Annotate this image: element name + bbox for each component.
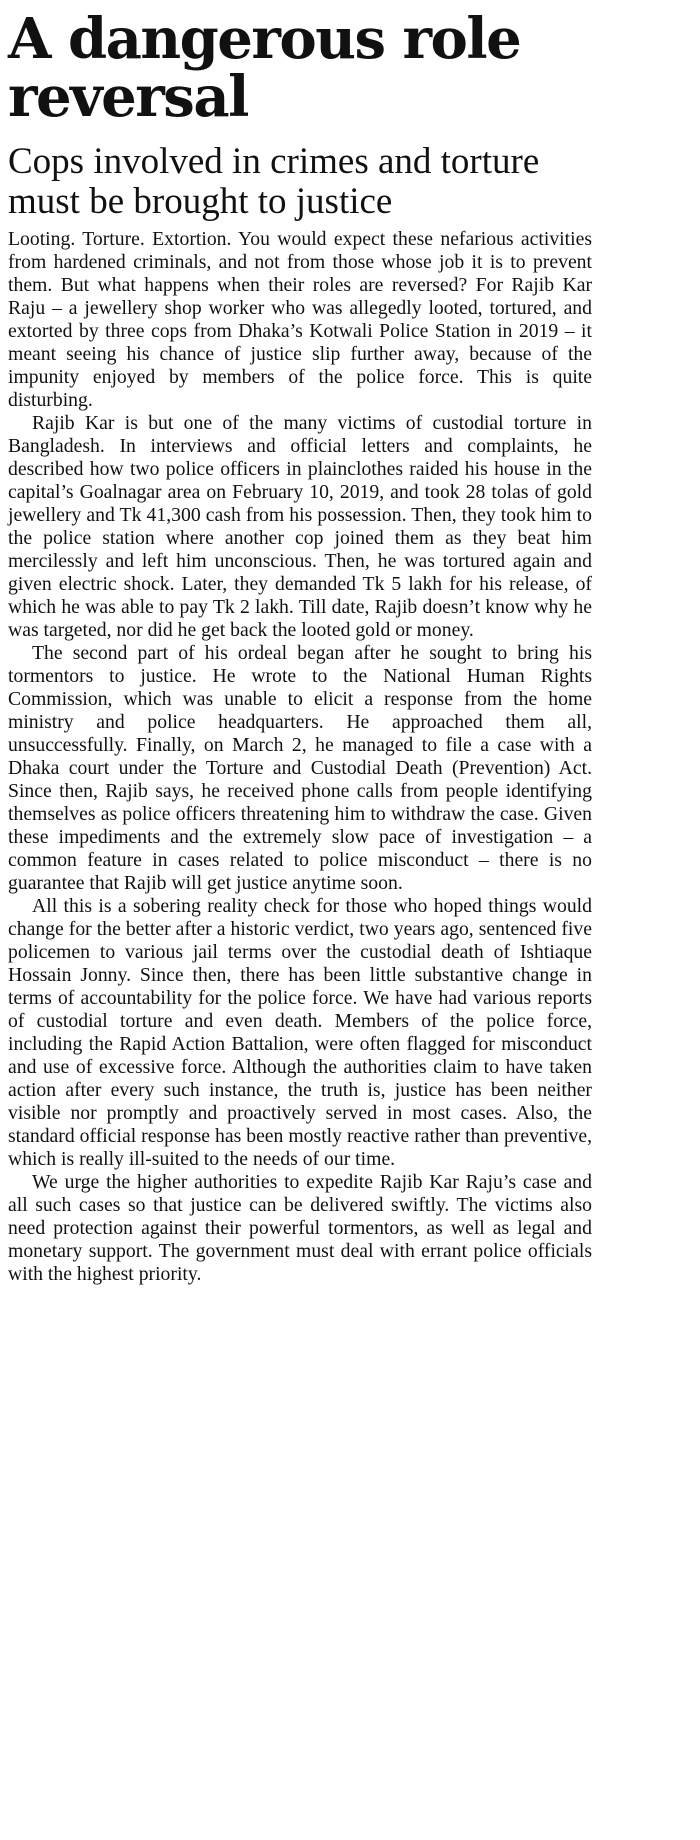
paragraph-5: We urge the higher authorities to expedite Rajib Kar Raju’s case and all such cases so that justice can be delivered swiftly. The victims also need protection against their powerful tormentors, as well as legal and monetary support. The government must deal with errant police officials with the highest priority. xyxy=(8,1171,592,1285)
subheadline: Cops involved in crimes and torture must be brought to justice xyxy=(8,141,540,222)
headline: A dangerous role reversal xyxy=(8,6,521,130)
article-body xyxy=(8,228,592,1286)
paragraph-4: All this is a sobering reality check for those who hoped things would change for the better after a historic verdict, two years ago, sentenced five policemen to various jail terms over the custodial death of Ishtiaque Hossain Jonny. Since then, there has been little substantive change in terms of accountability for the police force. We have had various reports of custodial torture and even death. Members of the police force, including the Rapid Action Battalion, were often flagged for misconduct and use of excessive force. Although the authorities claim to have taken action after every such instance, the truth is, justice has been neither visible nor promptly and proactively served in most cases. Also, the standard official response has been mostly reactive rather than preventive, which is really ill-suited to the needs of our time. xyxy=(8,895,592,1170)
paragraph-2: Rajib Kar is but one of the many victims of custodial torture in Bangladesh. In interviews and official letters and complaints, he described how two police officers in plainclothes raided his house in the capital’s Goalnagar area on February 10, 2019, and took 28 tolas of gold jewellery and Tk 41,300 cash from his possession. Then, they took him to the police station where another cop joined them as they beat him mercilessly and left him unconscious. Then, he was tortured again and given electric shock. Later, they demanded Tk 5 lakh for his release, of which he was able to pay Tk 2 lakh. Till date, Rajib doesn’t know why he was targeted, nor did he get back the looted gold or money. xyxy=(8,412,592,641)
paragraph-3: The second part of his ordeal began after he sought to bring his tormentors to justice. He wrote to the National Human Rights Commission, which was unable to elicit a response from the home ministry and police headquarters. He approached them all, unsuccessfully. Finally, on March 2, he managed to file a case with a Dhaka court under the Torture and Custodial Death (Prevention) Act. Since then, Rajib says, he received phone calls from people identifying themselves as police officers threatening him to withdraw the case. Given these impediments and the extremely slow pace of investigation – a common feature in cases related to police misconduct – there is no guarantee that Rajib will get justice anytime soon. xyxy=(8,642,592,894)
paragraph-1: Looting. Torture. Extortion. You would expect these nefarious activities from hardened criminals, and not from those whose job it is to prevent them. But what happens when their roles are reversed? For Rajib Kar Raju – a jewellery shop worker who was allegedly looted, tortured, and extorted by three cops from Dhaka’s Kotwali Police Station in 2019 – it meant seeing his chance of justice slip further away, because of the impunity enjoyed by members of the police force. This is quite disturbing. xyxy=(8,228,592,411)
